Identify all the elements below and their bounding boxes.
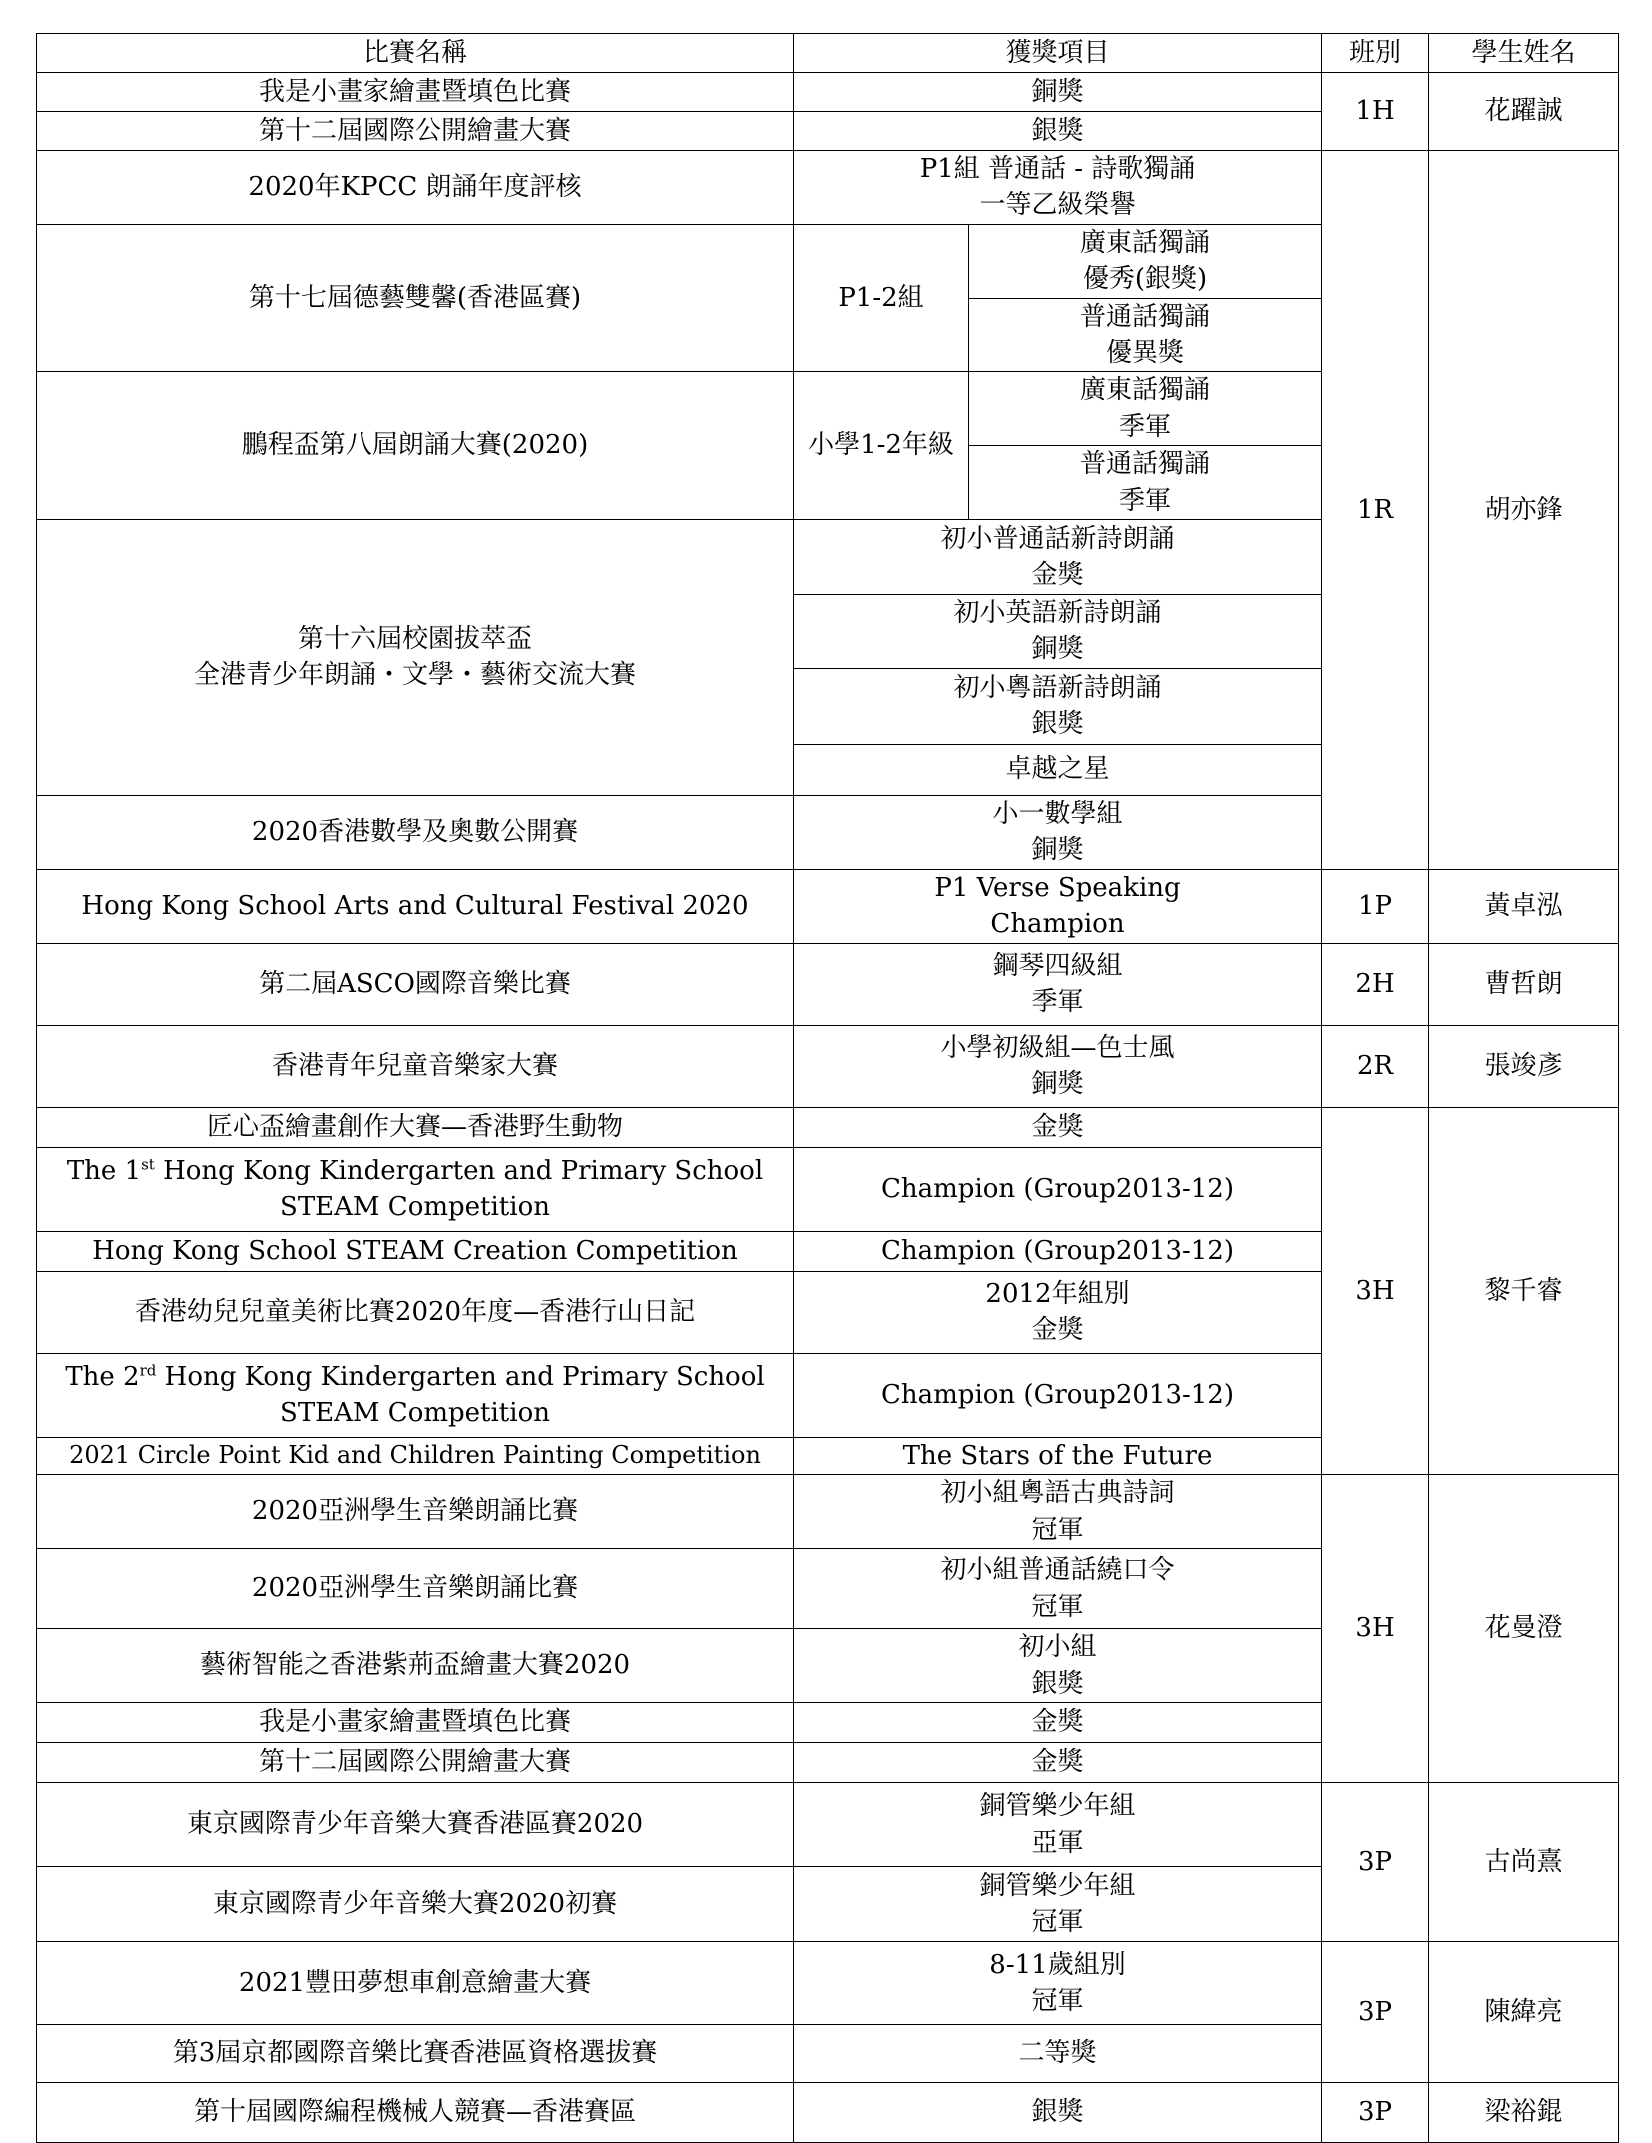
table-row	[37, 151, 1619, 225]
table-row	[37, 1025, 1619, 1107]
student-name-cell: 胡亦鋒	[1429, 151, 1619, 870]
competition-cell: 第二屆ASCO國際音樂比賽	[37, 943, 794, 1025]
award-cell	[969, 446, 1322, 520]
award-cell	[794, 1549, 1322, 1629]
student-name-cell: 花曼澄	[1429, 1475, 1619, 1783]
competition-cell: 香港幼兒兒童美術比賽2020年度—香港行山日記	[37, 1271, 794, 1353]
class-cell: 2H	[1322, 943, 1429, 1025]
award-line: 8-11歲組別	[989, 1949, 1126, 1980]
award-cell: The Stars of the Future	[794, 1437, 1322, 1474]
award-line: 亞軍	[1031, 1827, 1084, 1858]
header-row	[37, 34, 1619, 73]
competition-cell: 2021豐田夢想車創意繪畫大賽	[37, 1942, 794, 2025]
award-cell	[794, 943, 1322, 1025]
award-line: P1 Verse Speaking	[934, 872, 1181, 903]
class-cell: 3H	[1322, 1107, 1429, 1474]
competition-line	[43, 1359, 787, 1395]
header-student: 學生姓名	[1429, 34, 1619, 73]
award-line: 季軍	[1119, 485, 1172, 516]
award-line: Champion	[990, 909, 1125, 940]
ordinal-suffix: st	[141, 1155, 155, 1174]
student-name-cell: 曹哲朗	[1429, 943, 1619, 1025]
class-cell: 3P	[1322, 1783, 1429, 1942]
award-line: 銅管樂少年組	[979, 1791, 1136, 1822]
student-name-cell: 黃卓泓	[1429, 869, 1619, 943]
award-cell	[794, 1629, 1322, 1703]
award-line: 小一數學組	[992, 798, 1123, 829]
competition-cell: Hong Kong School Arts and Cultural Festival 2020	[37, 869, 794, 943]
class-cell: 1H	[1322, 73, 1429, 151]
competition-line: STEAM Competition	[280, 1398, 550, 1429]
award-line: 季軍	[1119, 411, 1172, 442]
competition-line	[43, 1153, 787, 1189]
competition-cell: 藝術智能之香港紫荊盃繪畫大賽2020	[37, 1629, 794, 1703]
competition-text: Hong Kong Kindergarten and Primary School	[154, 1155, 764, 1186]
student-name-cell: 古尚熹	[1429, 1783, 1619, 1942]
competition-cell: 東京國際青少年音樂大賽2020初賽	[37, 1867, 794, 1942]
award-cell: 金獎	[794, 1703, 1322, 1743]
class-cell: 1P	[1322, 869, 1429, 943]
award-cell	[794, 1783, 1322, 1867]
award-line: 銅獎	[1031, 1069, 1084, 1100]
awards-table	[36, 33, 1619, 2143]
header-competition: 比賽名稱	[37, 34, 794, 73]
award-cell: Champion (Group2013-12)	[794, 1231, 1322, 1271]
award-line: 初小英語新詩朗誦	[953, 597, 1162, 628]
award-line: 銀獎	[1031, 1668, 1084, 1699]
award-line: 廣東話獨誦	[1080, 375, 1211, 406]
award-cell	[794, 151, 1322, 225]
competition-cell: 2020年KPCC 朗誦年度評核	[37, 151, 794, 225]
award-cell	[794, 594, 1322, 668]
award-line: 初小組普通話繞口令	[940, 1555, 1175, 1586]
award-line: 銅獎	[1031, 835, 1084, 866]
award-line: 鋼琴四級組	[992, 950, 1123, 981]
competition-cell: 鵬程盃第八屆朗誦大賽(2020)	[37, 372, 794, 520]
student-name-cell: 梁裕錕	[1429, 2083, 1619, 2143]
award-line: 小學初級組—色士風	[940, 1032, 1175, 1063]
header-award: 獲獎項目	[794, 34, 1322, 73]
award-line: 廣東話獨誦	[1080, 227, 1211, 258]
competition-cell: 2020亞洲學生音樂朗誦比賽	[37, 1549, 794, 1629]
class-cell: 3H	[1322, 1475, 1429, 1783]
table-row	[37, 869, 1619, 943]
group-cell: P1-2組	[794, 224, 969, 372]
competition-cell: 第十七屆德藝雙馨(香港區賽)	[37, 224, 794, 372]
award-cell: 金獎	[794, 1107, 1322, 1147]
award-line: P1組 普通話 - 詩歌獨誦	[919, 154, 1196, 184]
student-name-cell: 張竣彥	[1429, 1025, 1619, 1107]
award-cell	[969, 224, 1322, 298]
award-line: 季軍	[1031, 987, 1084, 1018]
competition-cell: 第十屆國際編程機械人競賽—香港賽區	[37, 2083, 794, 2143]
competition-line: 第十六屆校園拔萃盃	[297, 623, 532, 654]
award-line: 一等乙級榮譽	[979, 190, 1136, 221]
award-cell	[794, 1271, 1322, 1353]
competition-cell: 第3屆京都國際音樂比賽香港區資格選拔賽	[37, 2025, 794, 2083]
award-cell: 銅獎	[794, 73, 1322, 112]
award-cell: Champion (Group2013-12)	[794, 1147, 1322, 1231]
award-line: 初小普通話新詩朗誦	[940, 523, 1175, 554]
award-cell	[794, 519, 1322, 594]
student-name-cell: 花躍誠	[1429, 73, 1619, 151]
competition-line: 全港青少年朗誦・文學・藝術交流大賽	[193, 660, 636, 691]
competition-text: The 1	[66, 1155, 142, 1186]
table-row	[37, 943, 1619, 1025]
table-row	[37, 73, 1619, 112]
award-cell	[794, 1025, 1322, 1107]
award-cell	[794, 1867, 1322, 1942]
table-row	[37, 1475, 1619, 1549]
competition-cell: 我是小畫家繪畫暨填色比賽	[37, 73, 794, 112]
award-cell	[969, 372, 1322, 446]
header-class: 班別	[1322, 34, 1429, 73]
award-cell	[794, 795, 1322, 869]
award-line: 初小組粵語古典詩詞	[940, 1478, 1175, 1509]
award-line: 銅管樂少年組	[979, 1870, 1136, 1901]
award-line: 冠軍	[1031, 1907, 1084, 1938]
award-line: 金獎	[1031, 1315, 1084, 1346]
student-name-cell: 黎千睿	[1429, 1107, 1619, 1474]
award-line: 普通話獨誦	[1080, 301, 1211, 332]
award-line: 金獎	[1031, 559, 1084, 590]
award-cell: Champion (Group2013-12)	[794, 1353, 1322, 1437]
student-name-cell: 陳緯亮	[1429, 1942, 1619, 2083]
award-cell: 銀獎	[794, 112, 1322, 151]
table-row	[37, 1107, 1619, 1147]
award-cell	[969, 298, 1322, 372]
award-cell: 二等獎	[794, 2025, 1322, 2083]
competition-text: The 2	[65, 1361, 140, 1392]
competition-line: STEAM Competition	[280, 1192, 550, 1223]
competition-cell: 匠心盃繪畫創作大賽—香港野生動物	[37, 1107, 794, 1147]
class-cell: 2R	[1322, 1025, 1429, 1107]
competition-cell: 我是小畫家繪畫暨填色比賽	[37, 1703, 794, 1743]
award-cell: 金獎	[794, 1743, 1322, 1783]
award-cell	[794, 668, 1322, 744]
competition-cell	[37, 519, 794, 795]
award-line: 銀獎	[1031, 709, 1084, 740]
competition-cell: 第十二屆國際公開繪畫大賽	[37, 1743, 794, 1783]
group-cell: 小學1-2年級	[794, 372, 969, 520]
award-line: 普通話獨誦	[1080, 449, 1211, 480]
award-line: 優異獎	[1106, 337, 1185, 368]
competition-cell: 香港青年兒童音樂家大賽	[37, 1025, 794, 1107]
award-line: 初小組	[1018, 1632, 1097, 1663]
competition-text: Hong Kong Kindergarten and Primary School	[156, 1361, 765, 1392]
award-cell	[794, 1475, 1322, 1549]
class-cell: 3P	[1322, 1942, 1429, 2083]
competition-cell	[37, 1147, 794, 1231]
award-cell	[794, 869, 1322, 943]
competition-cell: 2020香港數學及奧數公開賽	[37, 795, 794, 869]
award-cell: 銀獎	[794, 2083, 1322, 2143]
award-line: 優秀(銀獎)	[1082, 264, 1208, 295]
competition-cell: 東京國際青少年音樂大賽香港區賽2020	[37, 1783, 794, 1867]
table-row	[37, 1783, 1619, 1867]
table-row	[37, 1942, 1619, 2025]
competition-cell	[37, 1353, 794, 1437]
award-cell	[794, 1942, 1322, 2025]
competition-cell: 第十二屆國際公開繪畫大賽	[37, 112, 794, 151]
award-line: 冠軍	[1031, 1591, 1084, 1622]
ordinal-suffix: rd	[139, 1361, 157, 1380]
award-line: 冠軍	[1031, 1986, 1084, 2017]
award-line: 初小粵語新詩朗誦	[953, 672, 1162, 703]
award-line: 銅獎	[1031, 634, 1084, 665]
table-row	[37, 2083, 1619, 2143]
award-cell: 卓越之星	[794, 744, 1322, 795]
class-cell: 1R	[1322, 151, 1429, 870]
competition-cell: 2021 Circle Point Kid and Children Painting Competition	[37, 1437, 794, 1474]
award-line: 2012年組別	[985, 1278, 1130, 1309]
competition-cell: 2020亞洲學生音樂朗誦比賽	[37, 1475, 794, 1549]
award-line: 冠軍	[1031, 1514, 1084, 1545]
competition-cell: Hong Kong School STEAM Creation Competition	[37, 1231, 794, 1271]
class-cell: 3P	[1322, 2083, 1429, 2143]
